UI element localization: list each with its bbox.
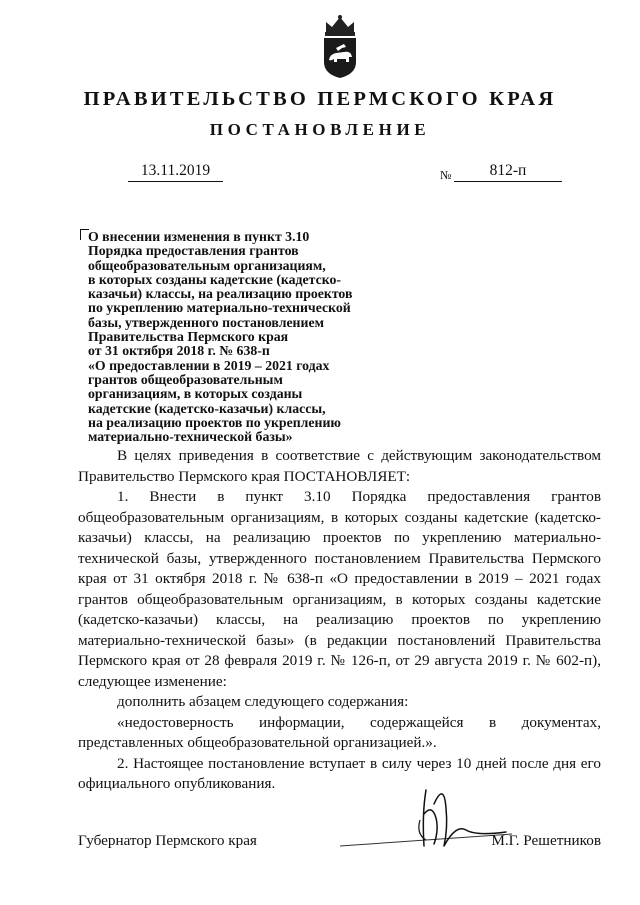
subject-line: организациям, в которых созданы	[88, 386, 303, 402]
item-1-paragraph: 1. Внести в пункт 3.10 Порядка предоставления грантов общеобразовательным организациям, в которых созданы кадетские (кадетско-казачьи) классы, на реализацию проектов по укреплению материально-технической базы, утвержденного постановлением Правительства Пермского края от 31 октября 2018 г. № 638-п «О предоставлении в 2019 – 2021 годах грантов общеобразовательным организациям, в которых созданы кадетские (кадетско-казачьи) классы, на реализацию проектов по укреплению материально-технической базы» (в редакции постановлений Правительства Пермского края от 28 февраля 2019 г. № 126-п, от 29 августа 2019 г. № 602-п), следующее изменение:	[78, 488, 601, 690]
subject-line: базы, утвержденного постановлением	[88, 314, 324, 330]
subject-line: от 31 октября 2018 г. № 638-п	[88, 343, 270, 359]
subject-line: материально-технической базы»	[88, 429, 293, 445]
item-2-paragraph: 2. Настоящее постановление вступает в силу через 10 дней после дня его официального опубликования.	[78, 754, 601, 792]
handwritten-signature-icon	[336, 774, 516, 858]
signatory-position: Губернатор Пермского края	[78, 832, 257, 849]
subject-line: Порядка предоставления грантов	[88, 243, 299, 259]
subject-line: в которых созданы кадетские (кадетско-	[88, 271, 341, 287]
signature-block	[78, 824, 601, 864]
item-1-quote-paragraph: «недостоверность информации, содержащейся в документах, представленных общеобразовательной организацией.».	[78, 713, 601, 751]
document-date: 13.11.2019	[128, 162, 223, 182]
number-value: 812-п	[454, 162, 562, 182]
subject-line: Правительства Пермского края	[88, 329, 289, 345]
coat-of-arms-icon	[318, 14, 362, 80]
subject-line: по укреплению материально-технической	[88, 300, 351, 316]
government-title: ПРАВИТЕЛЬСТВО ПЕРМСКОГО КРАЯ	[83, 88, 557, 110]
document-subject	[88, 230, 408, 444]
subject-line: на реализацию проектов по укреплению	[88, 414, 341, 430]
signatory-name: М.Г. Решетников	[491, 832, 601, 849]
subject-line: казачьи) классы, на реализацию проектов	[88, 286, 353, 302]
subject-line: общеобразовательным организациям,	[88, 257, 326, 273]
subject-line: кадетские (кадетско-казачьи) классы,	[88, 400, 326, 416]
subject-line: О внесении изменения в пункт 3.10	[88, 229, 310, 244]
document-type: ПОСТАНОВЛЕНИЕ	[209, 120, 431, 139]
number-sign: №	[440, 168, 452, 182]
subject-line: грантов общеобразовательным	[88, 371, 283, 387]
preamble-paragraph: В целях приведения в соответствие с действующим законодательством Правительство Пермского края ПОСТАНОВЛЯЕТ:	[78, 447, 601, 485]
subject-line: «О предоставлении в 2019 – 2021 годах	[88, 357, 330, 373]
document-body	[78, 446, 601, 795]
item-1-sub-paragraph: дополнить абзацем следующего содержания:	[117, 693, 409, 710]
